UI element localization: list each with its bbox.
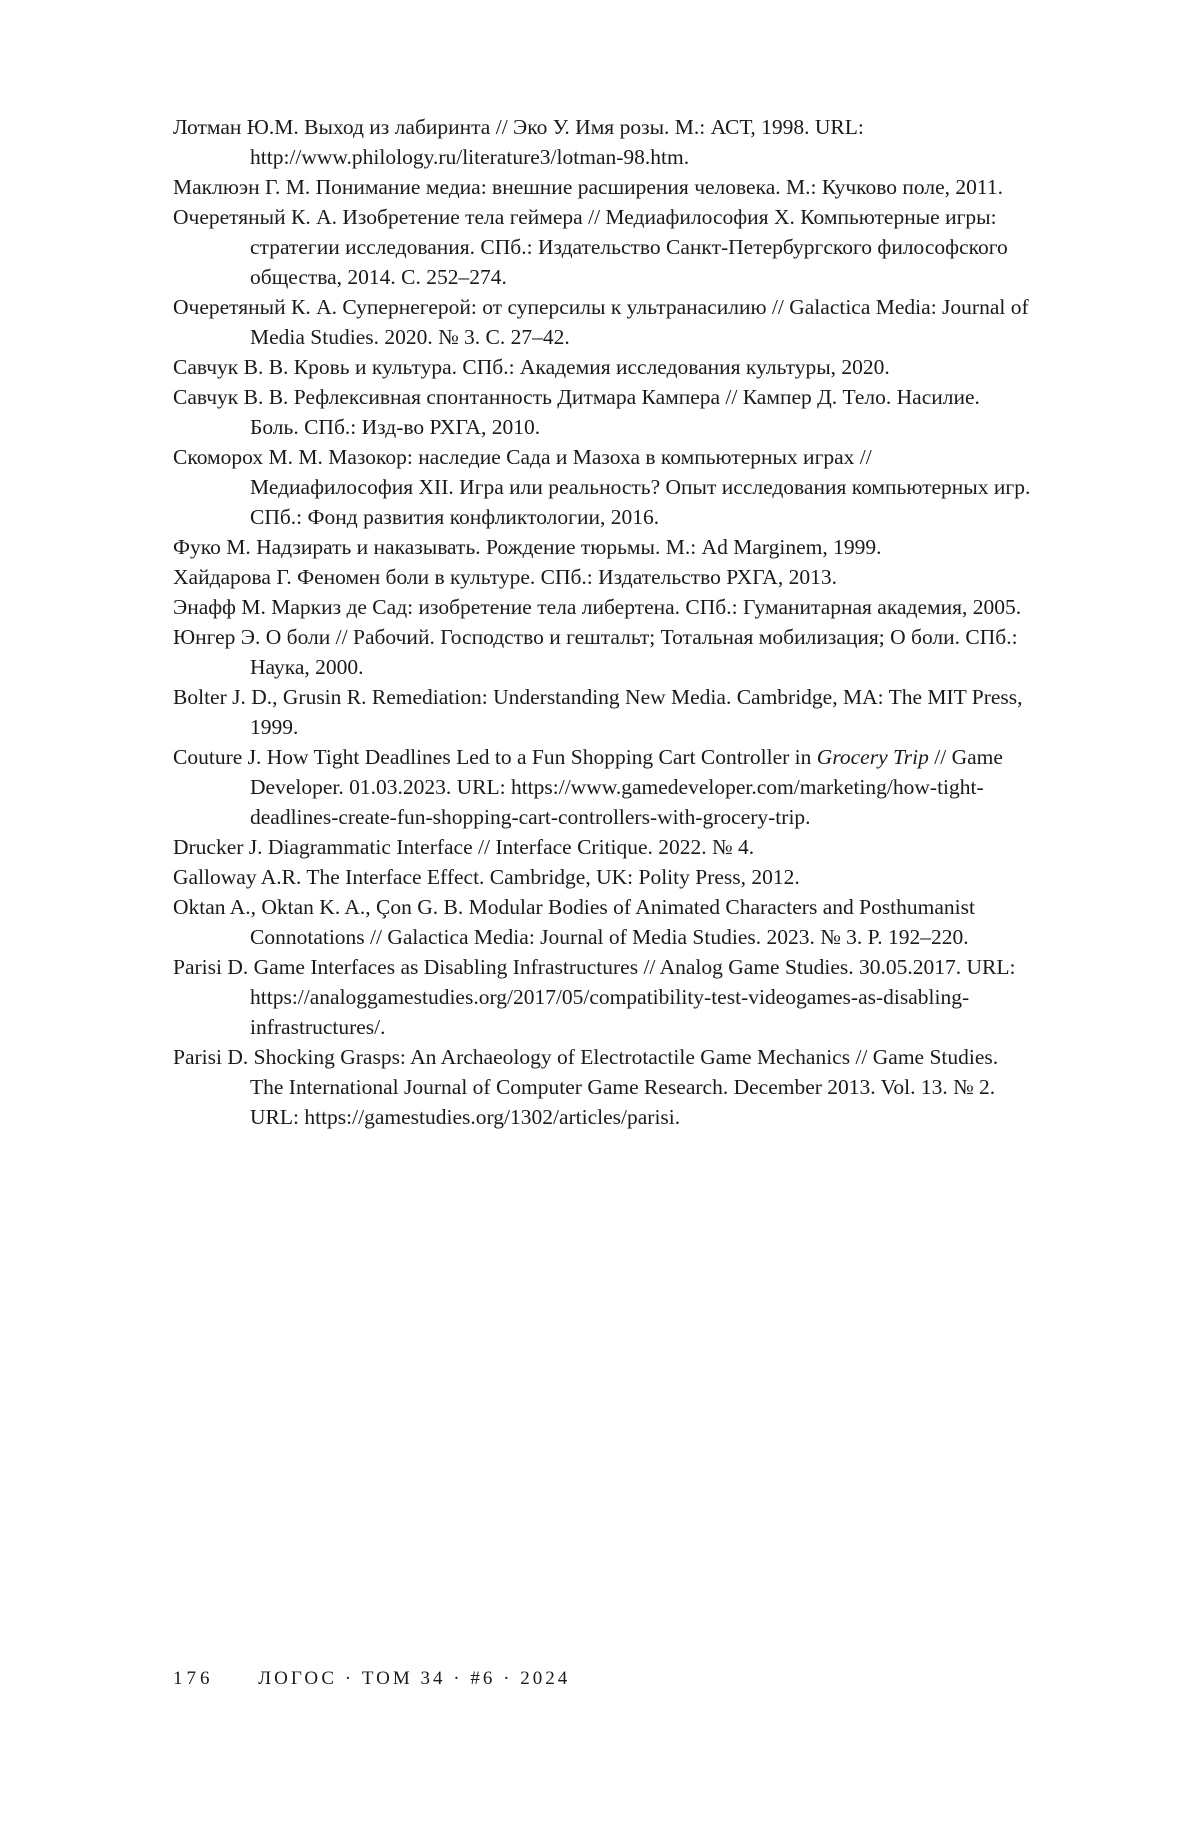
- reference-entry: Фуко М. Надзирать и наказывать. Рождение тюрьмы. М.: Ad Marginem, 1999.: [173, 535, 882, 559]
- running-head: ЛОГОС · ТОМ 34 · #6 · 2024: [258, 1668, 571, 1689]
- reference-entry: [173, 742, 1033, 832]
- reference-entry: Савчук В. В. Кровь и культура. СПб.: Академия исследования культуры, 2020.: [173, 355, 890, 379]
- reference-entry: Савчук В. В. Рефлексивная спонтанность Дитмара Кампера // Кампер Д. Тело. Насилие. Боль. СПб.: Изд-во РХГА, 2010.: [173, 385, 980, 439]
- reference-entry: Очеретяный К. А. Супернегерой: от суперсилы к ультранасилию // Galactica Media: Journal of Media Studies. 2020. № 3. С. 27–42.: [173, 295, 1029, 349]
- reference-entry: Galloway A.R. The Interface Effect. Cambridge, UK: Polity Press, 2012.: [173, 865, 800, 889]
- reference-entry: Юнгер Э. О боли // Рабочий. Господство и гештальт; Тотальная мобилизация; О боли. СПб.: Наука, 2000.: [173, 625, 1018, 679]
- bibliography-list: [173, 112, 1033, 1132]
- reference-entry: Очеретяный К. А. Изобретение тела геймера // Медиафилософия X. Компьютерные игры: стратегии исследования. СПб.: Издательство Санкт-Петербургского философского общества, 2014. С. 252–274.: [173, 205, 1008, 289]
- reference-entry: Маклюэн Г. М. Понимание медиа: внешние расширения человека. М.: Кучково поле, 2011.: [173, 175, 1003, 199]
- reference-entry: Parisi D. Shocking Grasps: An Archaeology of Electrotactile Game Mechanics // Game Studies. The International Journal of Computer Game Research. December 2013. Vol. 13. № 2. URL: https://gamestudies.org/1302/articles/parisi.: [173, 1045, 999, 1129]
- page-number: 176: [173, 1668, 214, 1689]
- reference-entry: Скоморох М. М. Мазокор: наследие Сада и Мазоха в компьютерных играх // Медиафилософия XII. Игра или реальность? Опыт исследования компьютерных игр. СПб.: Фонд развития конфликтологии, 2016.: [173, 445, 1031, 529]
- reference-entry: Parisi D. Game Interfaces as Disabling Infrastructures // Analog Game Studies. 30.05.2017. URL: https://analoggamestudies.org/2017/05/compatibility-test-videogames-as-disabling-infrastructures/.: [173, 955, 1016, 1039]
- reference-italic-title: Grocery Trip: [816, 745, 929, 769]
- reference-entry: Энафф М. Маркиз де Сад: изобретение тела либертена. СПб.: Гуманитарная академия, 2005.: [173, 595, 1022, 619]
- reference-entry: Bolter J. D., Grusin R. Remediation: Understanding New Media. Cambridge, MA: The MIT Press, 1999.: [173, 685, 1023, 739]
- reference-text-after: // Game Developer. 01.03.2023. URL: https://www.gamedeveloper.com/marketing/how-tight-deadlines-create-fun-shopping-cart-controllers-with-grocery-trip.: [250, 745, 1003, 829]
- reference-entry: Лотман Ю.М. Выход из лабиринта // Эко У. Имя розы. М.: АСТ, 1998. URL: http://www.philology.ru/literature3/lotman-98.htm.: [173, 115, 864, 169]
- reference-text-before: Couture J. How Tight Deadlines Led to a Fun Shopping Cart Controller in: [173, 745, 817, 769]
- reference-entry: Drucker J. Diagrammatic Interface // Interface Critique. 2022. № 4.: [173, 835, 755, 859]
- reference-entry: Хайдарова Г. Феномен боли в культуре. СПб.: Издательство РХГА, 2013.: [173, 565, 837, 589]
- page-footer: [173, 1668, 570, 1690]
- reference-entry: Oktan A., Oktan K. A., Çon G. B. Modular Bodies of Animated Characters and Posthumanist Connotations // Galactica Media: Journal of Media Studies. 2023. № 3. P. 192–220.: [173, 895, 975, 949]
